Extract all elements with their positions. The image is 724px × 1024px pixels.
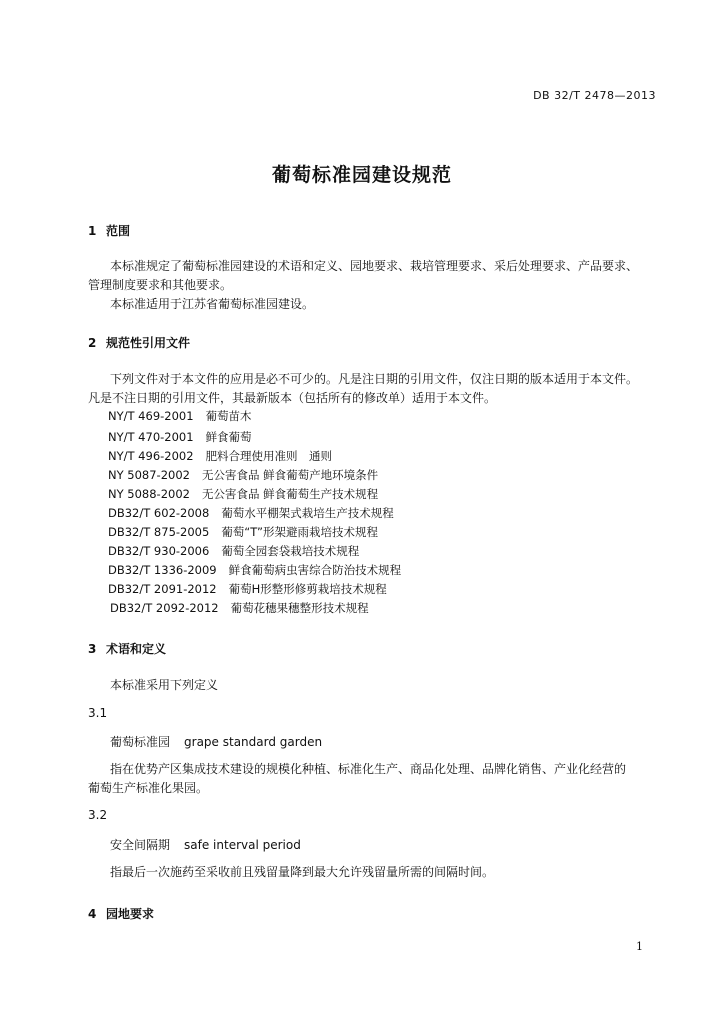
section-title: 园地要求	[106, 907, 155, 921]
section-1-heading	[88, 222, 130, 239]
reference-name: 葡萄苗木	[205, 409, 252, 423]
section-3-intro: 本标准采用下列定义	[110, 678, 219, 692]
term-chinese: 安全间隔期	[110, 838, 171, 852]
term-3-1-number: 3.1	[88, 706, 108, 720]
reference-code: NY 5088-2002	[108, 487, 190, 501]
reference-name: 葡萄全园套袋栽培技术规程	[221, 544, 360, 558]
section-3-heading	[88, 640, 166, 657]
section-2-paragraph-line-1: 下列文件对于本文件的应用是必不可少的。凡是注日期的引用文件，仅注日期的版本适用于本文件。	[110, 372, 639, 386]
term-3-1-definition-line-1: 指在优势产区集成技术建设的规模化种植、标准化生产、商品化处理、品牌化销售、产业化经营的	[110, 762, 627, 776]
term-3-2-definition: 指最后一次施药至采收前且残留量降到最大允许残留量所需的间隔时间。	[110, 865, 495, 879]
section-2-heading	[88, 334, 190, 351]
reference-name: 葡萄H形整形修剪栽培技术规程	[228, 582, 387, 596]
term-3-2-number: 3.2	[88, 808, 108, 822]
document-title: 葡萄标准园建设规范	[271, 164, 452, 186]
section-title: 范围	[106, 224, 131, 238]
reference-item	[108, 562, 401, 578]
reference-code: DB32/T 2092-2012	[110, 601, 219, 615]
reference-code: DB32/T 1336-2009	[108, 563, 217, 577]
reference-name: 无公害食品 鲜食葡萄产地环境条件	[201, 468, 379, 482]
reference-code: NY/T 469-2001	[108, 409, 194, 423]
reference-name: 葡萄“T”形架避雨栽培技术规程	[221, 525, 378, 539]
section-title: 术语和定义	[106, 642, 167, 656]
section-1-paragraph-1-line-2: 管理制度要求和其他要求。	[88, 278, 233, 292]
section-1-paragraph-2: 本标准适用于江苏省葡萄标准园建设。	[110, 297, 315, 311]
reference-code: NY/T 496-2002	[108, 449, 194, 463]
section-2-paragraph-line-2: 凡是不注日期的引用文件，其最新版本（包括所有的修改单）适用于本文件。	[88, 391, 497, 405]
reference-name: 鲜食葡萄	[205, 430, 252, 444]
section-title: 规范性引用文件	[106, 336, 191, 350]
reference-item	[108, 467, 378, 483]
page-number: 1	[636, 940, 643, 953]
reference-item	[108, 408, 252, 424]
reference-item	[108, 581, 387, 597]
section-number: 1	[88, 224, 97, 238]
section-4-heading	[88, 905, 154, 922]
reference-name: 肥料合理使用准则 通则	[205, 449, 333, 463]
term-3-1-definition-line-2: 葡萄生产标准化果园。	[88, 781, 209, 795]
reference-name: 葡萄花穗果穗整形技术规程	[230, 601, 369, 615]
reference-item	[108, 524, 378, 540]
reference-item	[108, 448, 332, 464]
reference-item	[110, 600, 369, 616]
reference-code: DB32/T 930-2006	[108, 544, 210, 558]
reference-code: DB32/T 602-2008	[108, 506, 210, 520]
term-3-2	[110, 836, 301, 853]
reference-code: NY 5087-2002	[108, 468, 190, 482]
reference-item	[108, 543, 359, 559]
reference-item	[108, 486, 378, 502]
term-english: grape standard garden	[184, 735, 323, 749]
reference-code: DB32/T 2091-2012	[108, 582, 217, 596]
section-number: 2	[88, 336, 97, 350]
reference-item	[108, 505, 394, 521]
term-3-1	[110, 733, 322, 750]
term-english: safe interval period	[184, 838, 301, 852]
reference-code: NY/T 470-2001	[108, 430, 194, 444]
section-number: 3	[88, 642, 97, 656]
term-chinese: 葡萄标准园	[110, 735, 171, 749]
reference-name: 鲜食葡萄病虫害综合防治技术规程	[228, 563, 402, 577]
reference-code: DB32/T 875-2005	[108, 525, 210, 539]
section-1-paragraph-1-line-1: 本标准规定了葡萄标准园建设的术语和定义、园地要求、栽培管理要求、采后处理要求、产品要求、	[110, 259, 639, 273]
reference-item	[108, 429, 252, 445]
reference-name: 无公害食品 鲜食葡萄生产技术规程	[201, 487, 379, 501]
section-number: 4	[88, 907, 97, 921]
document-code-header: DB 32/T 2478—2013	[533, 89, 656, 102]
reference-name: 葡萄水平棚架式栽培生产技术规程	[221, 506, 394, 520]
